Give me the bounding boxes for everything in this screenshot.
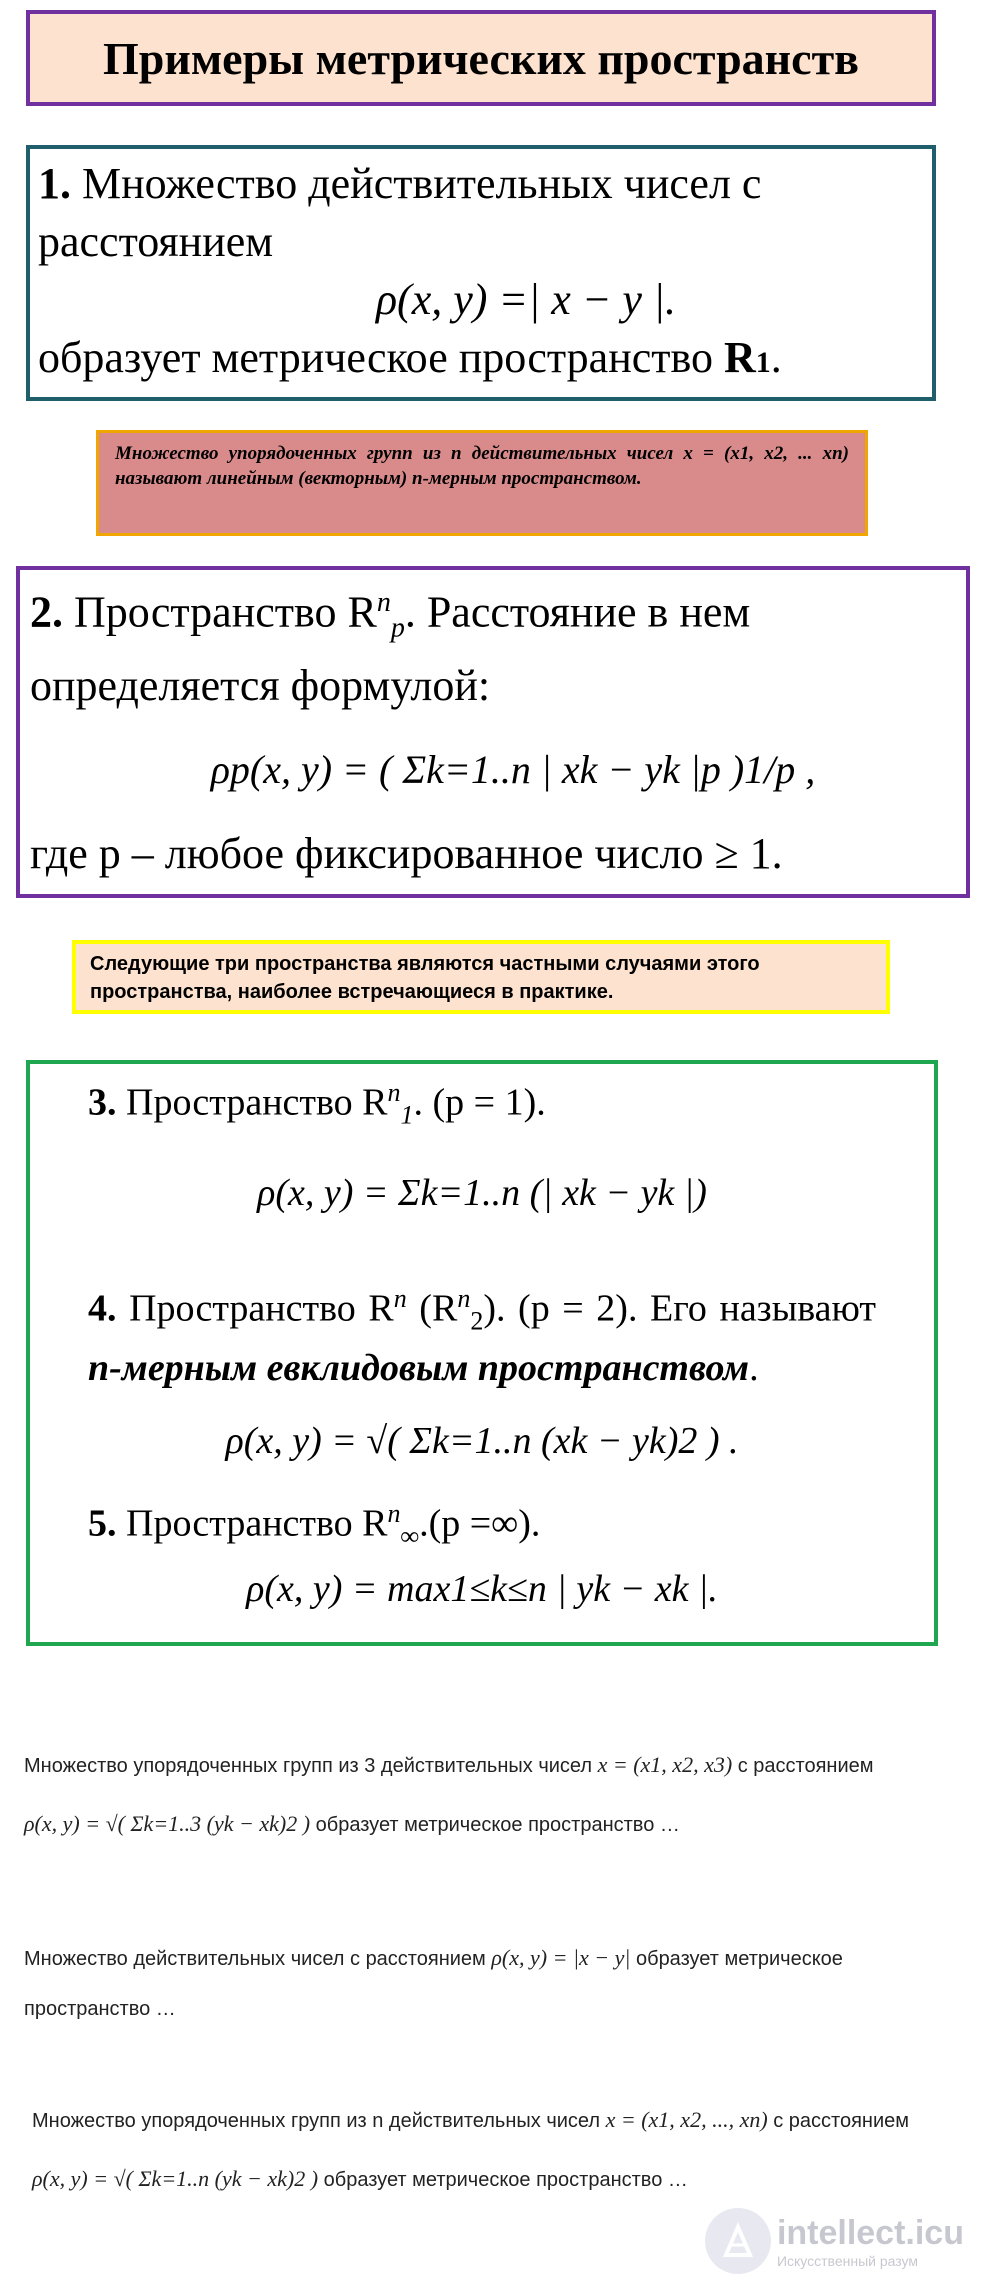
- example-2-text: Пространство R: [74, 587, 377, 637]
- example-1-line1: [38, 155, 924, 213]
- example-2-box: [16, 566, 970, 898]
- example-4-heading: [88, 1276, 876, 1390]
- watermark-subtitle: Искусственный разум: [776, 2252, 918, 2269]
- example-3-heading: [88, 1070, 876, 1138]
- space-r-symbol: R: [723, 333, 756, 382]
- example-5-heading: [88, 1491, 876, 1559]
- example-5-formula: ρ(x, y) = max1≤k≤n | yk − xk |.: [246, 1567, 718, 1610]
- example-4-text: Пространство R: [129, 1287, 394, 1330]
- example-2-line1: [30, 574, 956, 657]
- question-1-formula: ρ(x, y) = √( Σk=1..3 (yk − xk)2 ): [24, 1811, 311, 1836]
- question-2: [24, 1938, 964, 2029]
- example-3-number: 3.: [88, 1081, 117, 1124]
- example-4-formula: ρ(x, y) = √( Σk=1..n (xk − yk)2 ) .: [225, 1419, 739, 1462]
- example-2-formula: ρp(x, y) = ( Σk=1..n | xk − yk |p )1/p ,: [210, 747, 816, 793]
- definition-note: Множество упорядоченных групп из n действительных чисел x = (x1, x2, ... xn) называют линейным (векторным) n-мерным пространством.: [96, 430, 868, 536]
- example-3-formula: ρ(x, y) = Σk=1..n (| xk − yk |): [257, 1172, 707, 1215]
- example-5-sub: ∞: [400, 1520, 420, 1550]
- period: .: [770, 333, 782, 382]
- question-1-vector: x = (x1, x2, x3): [597, 1752, 733, 1777]
- special-cases-note: Следующие три пространства являются частными случаями этого пространства, наиболее встречающиеся в практике.: [72, 940, 890, 1014]
- example-5-tail: .(p =∞).: [419, 1502, 541, 1545]
- examples-3-5-box: [26, 1060, 938, 1646]
- example-5-text: Пространство R: [126, 1502, 388, 1545]
- watermark: [705, 2208, 964, 2274]
- question-1-text-3: образует метрическое пространство …: [315, 1814, 680, 1836]
- question-1-text-2: с расстоянием: [737, 1755, 874, 1777]
- watermark-name: intellect.icu: [776, 2213, 964, 2252]
- brain-logo-icon: [705, 2208, 771, 2274]
- example-4-sup2: n: [457, 1284, 471, 1314]
- question-3-text-2: с расстоянием: [773, 2110, 910, 2132]
- question-3-text-3: образует метрическое пространство …: [323, 2169, 688, 2191]
- example-4-mid: (R: [406, 1287, 458, 1330]
- question-3-vector: x = (x1, x2, ..., xn): [605, 2107, 768, 2132]
- example-2-line3: где p – любое фиксированное число ≥ 1.: [30, 829, 783, 879]
- question-3-text: Множество упорядоченных групп из n действительных чисел: [32, 2110, 601, 2132]
- question-1-text: Множество упорядоченных групп из 3 действительных чисел: [24, 1755, 593, 1777]
- example-3-sub: 1: [400, 1100, 414, 1130]
- example-1-line2: расстоянием: [38, 217, 274, 266]
- question-1: [24, 1745, 964, 1853]
- title-box: [26, 10, 936, 106]
- example-3-tail: . (p = 1).: [413, 1081, 546, 1124]
- example-1-formula: ρ(x, y) =| x − y |.: [375, 275, 677, 324]
- example-2-text-b: . Расстояние в нем: [404, 587, 751, 637]
- page-title: Примеры метрических пространств: [102, 32, 860, 84]
- question-2-text: Множество действительных чисел с расстоянием: [24, 1948, 486, 1970]
- example-2-sup: n: [376, 587, 391, 618]
- example-2-number: 2.: [30, 587, 63, 637]
- question-2-formula: ρ(x, y) = |x − y|: [491, 1945, 631, 1970]
- example-4-end: .: [749, 1346, 759, 1389]
- question-3: [32, 2100, 962, 2208]
- example-4-sub2: 2: [470, 1306, 484, 1336]
- example-4-sup: n: [393, 1284, 407, 1314]
- example-4-emphasis: n-мерным евклидовым пространством: [88, 1346, 750, 1389]
- example-2-line2: определяется формулой:: [30, 661, 491, 711]
- example-1-text: Множество действительных чисел с: [82, 159, 762, 208]
- question-3-formula: ρ(x, y) = √( Σk=1..n (yk − xk)2 ): [32, 2166, 319, 2191]
- example-1-line3: [38, 329, 924, 392]
- example-3-sup: n: [387, 1078, 401, 1107]
- example-1-box: [26, 145, 936, 401]
- question-2-text-3: пространство …: [24, 1998, 176, 2020]
- example-5-sup: n: [387, 1498, 401, 1528]
- example-3-text: Пространство R: [126, 1081, 388, 1124]
- example-2-sub: p: [390, 612, 405, 644]
- space-r-subscript: 1: [755, 346, 771, 379]
- example-5-number: 5.: [88, 1502, 117, 1545]
- example-1-conclusion: образует метрическое пространство: [38, 333, 724, 382]
- example-1-number: 1.: [38, 159, 71, 208]
- example-4-tail: ). (p = 2). Его называют: [483, 1287, 877, 1330]
- question-2-text-2: образует метрическое: [635, 1948, 843, 1970]
- example-4-number: 4.: [88, 1287, 117, 1330]
